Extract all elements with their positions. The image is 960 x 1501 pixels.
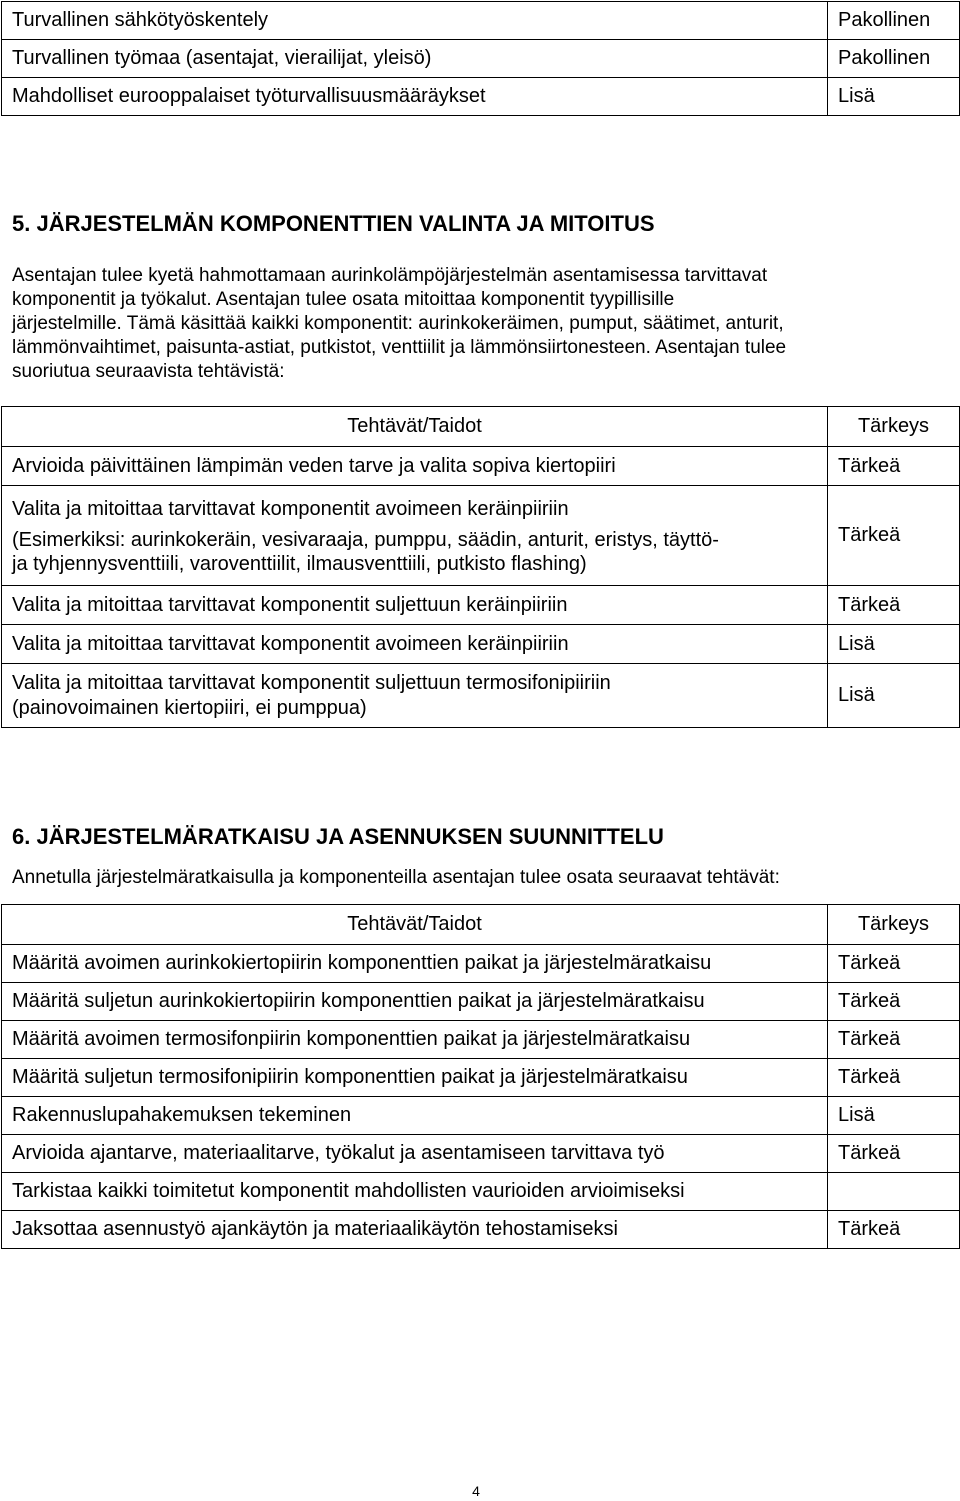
task-line: Valita ja mitoittaa tarvittavat komponentit avoimeen keräinpiiriin <box>12 498 569 520</box>
task-line: (Esimerkiksi: aurinkokeräin, vesivaraaja, pumppu, säädin, anturit, eristys, täyttö- <box>12 529 719 551</box>
task-line: ja tyhjennysventtiili, varoventtiilit, ilmausventtiili, putkisto flashing) <box>12 553 587 575</box>
importance-cell: Tärkeä <box>828 945 960 983</box>
importance-cell: Tärkeä <box>828 486 960 586</box>
table-row <box>2 1173 960 1211</box>
intro-line: Annetulla järjestelmäratkaisulla ja komponenteilla asentajan tulee osata seuraavat tehtävät: <box>12 867 780 888</box>
column-header-importance: Tärkeys <box>828 905 960 945</box>
task-line: Valita ja mitoittaa tarvittavat komponentit suljettuun termosifonipiiriin <box>12 671 611 694</box>
table-row <box>2 945 960 983</box>
section-5-paragraph <box>12 264 950 384</box>
task-cell: Määritä suljetun aurinkokiertopiirin komponenttien paikat ja järjestelmäratkaisu <box>2 983 828 1021</box>
importance-cell: Lisä <box>828 625 960 664</box>
paragraph-line: lämmönvaihtimet, paisunta-astiat, putkistot, venttiilit ja lämmönsiirtonesteen. Asentajan tulee <box>12 337 787 358</box>
importance-cell: Tärkeä <box>828 1059 960 1097</box>
task-cell: Määritä avoimen termosifonpiirin komponenttien paikat ja järjestelmäratkaisu <box>2 1021 828 1059</box>
task-cell: Arvioida ajantarve, materiaalitarve, työkalut ja asentamiseen tarvittava työ <box>2 1135 828 1173</box>
section-5-title: 5. JÄRJESTELMÄN KOMPONENTTIEN VALINTA JA MITOITUS <box>12 211 655 236</box>
table-row <box>2 1135 960 1173</box>
task-cell: Määritä avoimen aurinkokiertopiirin komponenttien paikat ja järjestelmäratkaisu <box>2 945 828 983</box>
task-cell: Määritä suljetun termosifonipiirin komponenttien paikat ja järjestelmäratkaisu <box>2 1059 828 1097</box>
table-row <box>2 664 960 728</box>
table-row <box>2 1097 960 1135</box>
task-cell: Valita ja mitoittaa tarvittavat komponentit suljettuun keräinpiiriin <box>2 586 828 625</box>
importance-cell: Pakollinen <box>828 2 960 40</box>
column-header-tasks: Tehtävät/Taidot <box>2 407 828 447</box>
safety-table <box>1 1 960 116</box>
task-cell: Turvallinen sähkötyöskentely <box>2 2 828 40</box>
column-header-tasks: Tehtävät/Taidot <box>2 905 828 945</box>
table-header-row <box>2 905 960 945</box>
table-row <box>2 983 960 1021</box>
table-row <box>2 1211 960 1249</box>
task-line: (painovoimainen kiertopiiri, ei pumppua) <box>12 696 367 719</box>
importance-cell: Lisä <box>828 78 960 116</box>
planning-table <box>1 904 960 1249</box>
importance-cell: Lisä <box>828 664 960 728</box>
paragraph-line: komponentit ja työkalut. Asentajan tulee osata mitoittaa komponentit tyypillisille <box>12 289 675 310</box>
paragraph-line: suoriutua seuraavista tehtävistä: <box>12 361 285 382</box>
task-cell: Arvioida päivittäinen lämpimän veden tarve ja valita sopiva kiertopiiri <box>2 447 828 486</box>
table-row <box>2 1059 960 1097</box>
table-header-row <box>2 407 960 447</box>
importance-cell: Lisä <box>828 1097 960 1135</box>
task-cell <box>2 486 828 586</box>
task-cell: Valita ja mitoittaa tarvittavat komponentit avoimeen keräinpiiriin <box>2 625 828 664</box>
task-cell: Tarkistaa kaikki toimitetut komponentit mahdollisten vaurioiden arvioimiseksi <box>2 1173 828 1211</box>
table-row <box>2 2 960 40</box>
column-header-importance: Tärkeys <box>828 407 960 447</box>
table-row <box>2 625 960 664</box>
paragraph-line: Asentajan tulee kyetä hahmottamaan aurinkolämpöjärjestelmän asentamisessa tarvittavat <box>12 265 768 286</box>
page-number: 4 <box>472 1483 480 1499</box>
task-cell: Turvallinen työmaa (asentajat, vierailijat, yleisö) <box>2 40 828 78</box>
table-row <box>2 40 960 78</box>
table-row <box>2 586 960 625</box>
importance-cell: Tärkeä <box>828 1135 960 1173</box>
importance-cell <box>828 1173 960 1211</box>
task-cell <box>2 664 828 728</box>
task-cell: Rakennuslupahakemuksen tekeminen <box>2 1097 828 1135</box>
components-table <box>1 406 960 728</box>
importance-cell: Tärkeä <box>828 586 960 625</box>
importance-cell: Tärkeä <box>828 1211 960 1249</box>
table-row <box>2 78 960 116</box>
table-row <box>2 486 960 586</box>
table-row <box>2 1021 960 1059</box>
importance-cell: Tärkeä <box>828 447 960 486</box>
task-cell: Mahdolliset eurooppalaiset työturvallisuusmääräykset <box>2 78 828 116</box>
task-cell: Jaksottaa asennustyö ajankäytön ja materiaalikäytön tehostamiseksi <box>2 1211 828 1249</box>
section-6-title: 6. JÄRJESTELMÄRATKAISU JA ASENNUKSEN SUUNNITTELU <box>12 824 664 849</box>
paragraph-line: järjestelmille. Tämä käsittää kaikki komponentit: aurinkokeräimen, pumput, säätimet, anturit, <box>12 313 784 334</box>
importance-cell: Pakollinen <box>828 40 960 78</box>
importance-cell: Tärkeä <box>828 1021 960 1059</box>
importance-cell: Tärkeä <box>828 983 960 1021</box>
section-6-intro <box>12 866 950 890</box>
table-row <box>2 447 960 486</box>
